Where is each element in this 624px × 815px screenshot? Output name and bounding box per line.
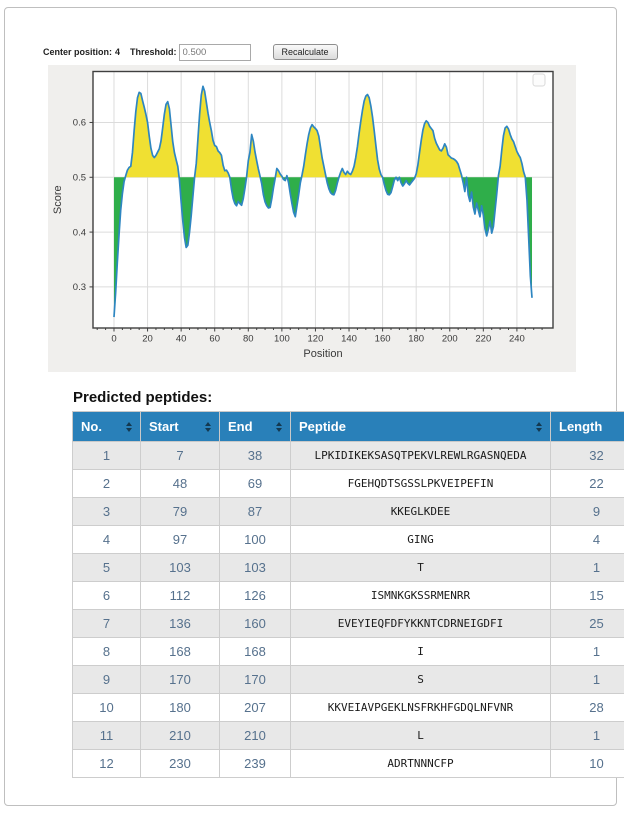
cell-length: 10 — [551, 750, 624, 778]
cell-end: 170 — [220, 666, 291, 694]
cell-no: 7 — [73, 610, 141, 638]
cell-no: 8 — [73, 638, 141, 666]
cell-length: 1 — [551, 666, 624, 694]
x-tick-label: 120 — [307, 333, 324, 345]
cell-start: 48 — [141, 470, 220, 498]
table-row — [73, 610, 624, 638]
y-tick-label: 0.4 — [72, 227, 86, 239]
cell-no: 2 — [73, 470, 141, 498]
cell-no: 11 — [73, 722, 141, 750]
column-header-peptide[interactable] — [291, 412, 551, 442]
x-tick-label: 100 — [273, 333, 290, 345]
cell-length: 1 — [551, 638, 624, 666]
column-header-start[interactable] — [141, 412, 220, 442]
column-label-peptide: Peptide — [299, 419, 346, 434]
cell-start: 112 — [141, 582, 220, 610]
cell-peptide: EVEYIEQFDFYKKNTCDRNEIGDFI — [291, 610, 551, 638]
cell-start: 180 — [141, 694, 220, 722]
legend-box — [533, 74, 545, 86]
x-axis-label: Position — [303, 348, 343, 360]
cell-end: 100 — [220, 526, 291, 554]
sort-icon — [536, 422, 542, 432]
table-row — [73, 722, 624, 750]
y-tick-label: 0.6 — [72, 117, 86, 129]
y-tick-label: 0.5 — [72, 172, 86, 184]
cell-peptide: S — [291, 666, 551, 694]
table-row — [73, 442, 624, 470]
cell-peptide: T — [291, 554, 551, 582]
column-label-no: No. — [81, 419, 102, 434]
y-tick-label: 0.3 — [72, 282, 86, 294]
cell-length: 25 — [551, 610, 624, 638]
x-tick-label: 0 — [111, 333, 117, 345]
cell-start: 97 — [141, 526, 220, 554]
cell-peptide: ADRTNNNCFP — [291, 750, 551, 778]
cell-start: 7 — [141, 442, 220, 470]
column-label-start: Start — [149, 419, 179, 434]
center-position-value: 4 — [115, 47, 121, 57]
x-tick-label: 80 — [243, 333, 254, 345]
cell-no: 4 — [73, 526, 141, 554]
cell-no: 12 — [73, 750, 141, 778]
cell-peptide: KKEGLKDEE — [291, 498, 551, 526]
score-chart — [48, 65, 576, 372]
cell-length: 22 — [551, 470, 624, 498]
cell-start: 210 — [141, 722, 220, 750]
x-tick-label: 40 — [175, 333, 187, 345]
x-tick-label: 60 — [209, 333, 221, 345]
sort-icon — [276, 422, 282, 432]
cell-peptide: ISMNKGKSSRMENRR — [291, 582, 551, 610]
y-axis-label: Score — [52, 185, 64, 215]
cell-length: 28 — [551, 694, 624, 722]
content-panel — [4, 7, 617, 806]
table-row — [73, 638, 624, 666]
cell-end: 210 — [220, 722, 291, 750]
x-tick-label: 20 — [142, 333, 153, 345]
x-tick-label: 200 — [441, 333, 458, 345]
cell-start: 170 — [141, 666, 220, 694]
x-tick-label: 160 — [374, 333, 391, 345]
cell-length: 1 — [551, 554, 624, 582]
table-header — [73, 412, 624, 442]
cell-end: 207 — [220, 694, 291, 722]
cell-length: 15 — [551, 582, 624, 610]
score-chart-panel — [48, 65, 576, 372]
table-row — [73, 750, 624, 778]
cell-length: 32 — [551, 442, 624, 470]
cell-start: 103 — [141, 554, 220, 582]
cell-no: 10 — [73, 694, 141, 722]
table-title: Predicted peptides: — [73, 389, 213, 406]
cell-end: 69 — [220, 470, 291, 498]
controls-bar — [43, 41, 338, 63]
x-tick-label: 220 — [475, 333, 492, 345]
table-row — [73, 526, 624, 554]
table-row — [73, 554, 624, 582]
cell-peptide: LPKIDIKEKSASQTPEKVLREWLRGASNQEDA — [291, 442, 551, 470]
cell-end: 160 — [220, 610, 291, 638]
cell-no: 9 — [73, 666, 141, 694]
cell-start: 168 — [141, 638, 220, 666]
cell-end: 168 — [220, 638, 291, 666]
cell-peptide: KKVEIAVPGEKLNSFRKHFGDQLNFVNR — [291, 694, 551, 722]
cell-start: 230 — [141, 750, 220, 778]
cell-no: 6 — [73, 582, 141, 610]
column-header-end[interactable] — [220, 412, 291, 442]
cell-no: 5 — [73, 554, 141, 582]
cell-no: 3 — [73, 498, 141, 526]
sort-icon — [205, 422, 211, 432]
cell-start: 79 — [141, 498, 220, 526]
cell-end: 126 — [220, 582, 291, 610]
cell-length: 9 — [551, 498, 624, 526]
column-header-no[interactable] — [73, 412, 141, 442]
cell-peptide: L — [291, 722, 551, 750]
x-tick-label: 140 — [341, 333, 357, 345]
cell-peptide: GING — [291, 526, 551, 554]
cell-peptide: FGEHQDTSGSSLPKVEIPEFIN — [291, 470, 551, 498]
column-label-length: Length — [559, 419, 603, 434]
cell-no: 1 — [73, 442, 141, 470]
cell-end: 239 — [220, 750, 291, 778]
predicted-peptides-table — [72, 411, 624, 778]
cell-length: 4 — [551, 526, 624, 554]
x-tick-label: 180 — [408, 333, 425, 345]
column-label-end: End — [228, 419, 253, 434]
table-row — [73, 582, 624, 610]
threshold-input[interactable] — [179, 44, 251, 61]
table-row — [73, 694, 624, 722]
cell-peptide: I — [291, 638, 551, 666]
cell-end: 38 — [220, 442, 291, 470]
table-row — [73, 666, 624, 694]
cell-end: 87 — [220, 498, 291, 526]
recalculate-button[interactable]: Recalculate — [273, 44, 338, 60]
table-row — [73, 470, 624, 498]
cell-start: 136 — [141, 610, 220, 638]
cell-length: 1 — [551, 722, 624, 750]
center-position-label: Center position: — [43, 47, 112, 57]
x-tick-label: 240 — [508, 333, 525, 345]
threshold-label: Threshold: — [130, 47, 177, 57]
sort-icon — [126, 422, 132, 432]
column-header-length[interactable] — [551, 412, 624, 442]
cell-end: 103 — [220, 554, 291, 582]
table-row — [73, 498, 624, 526]
